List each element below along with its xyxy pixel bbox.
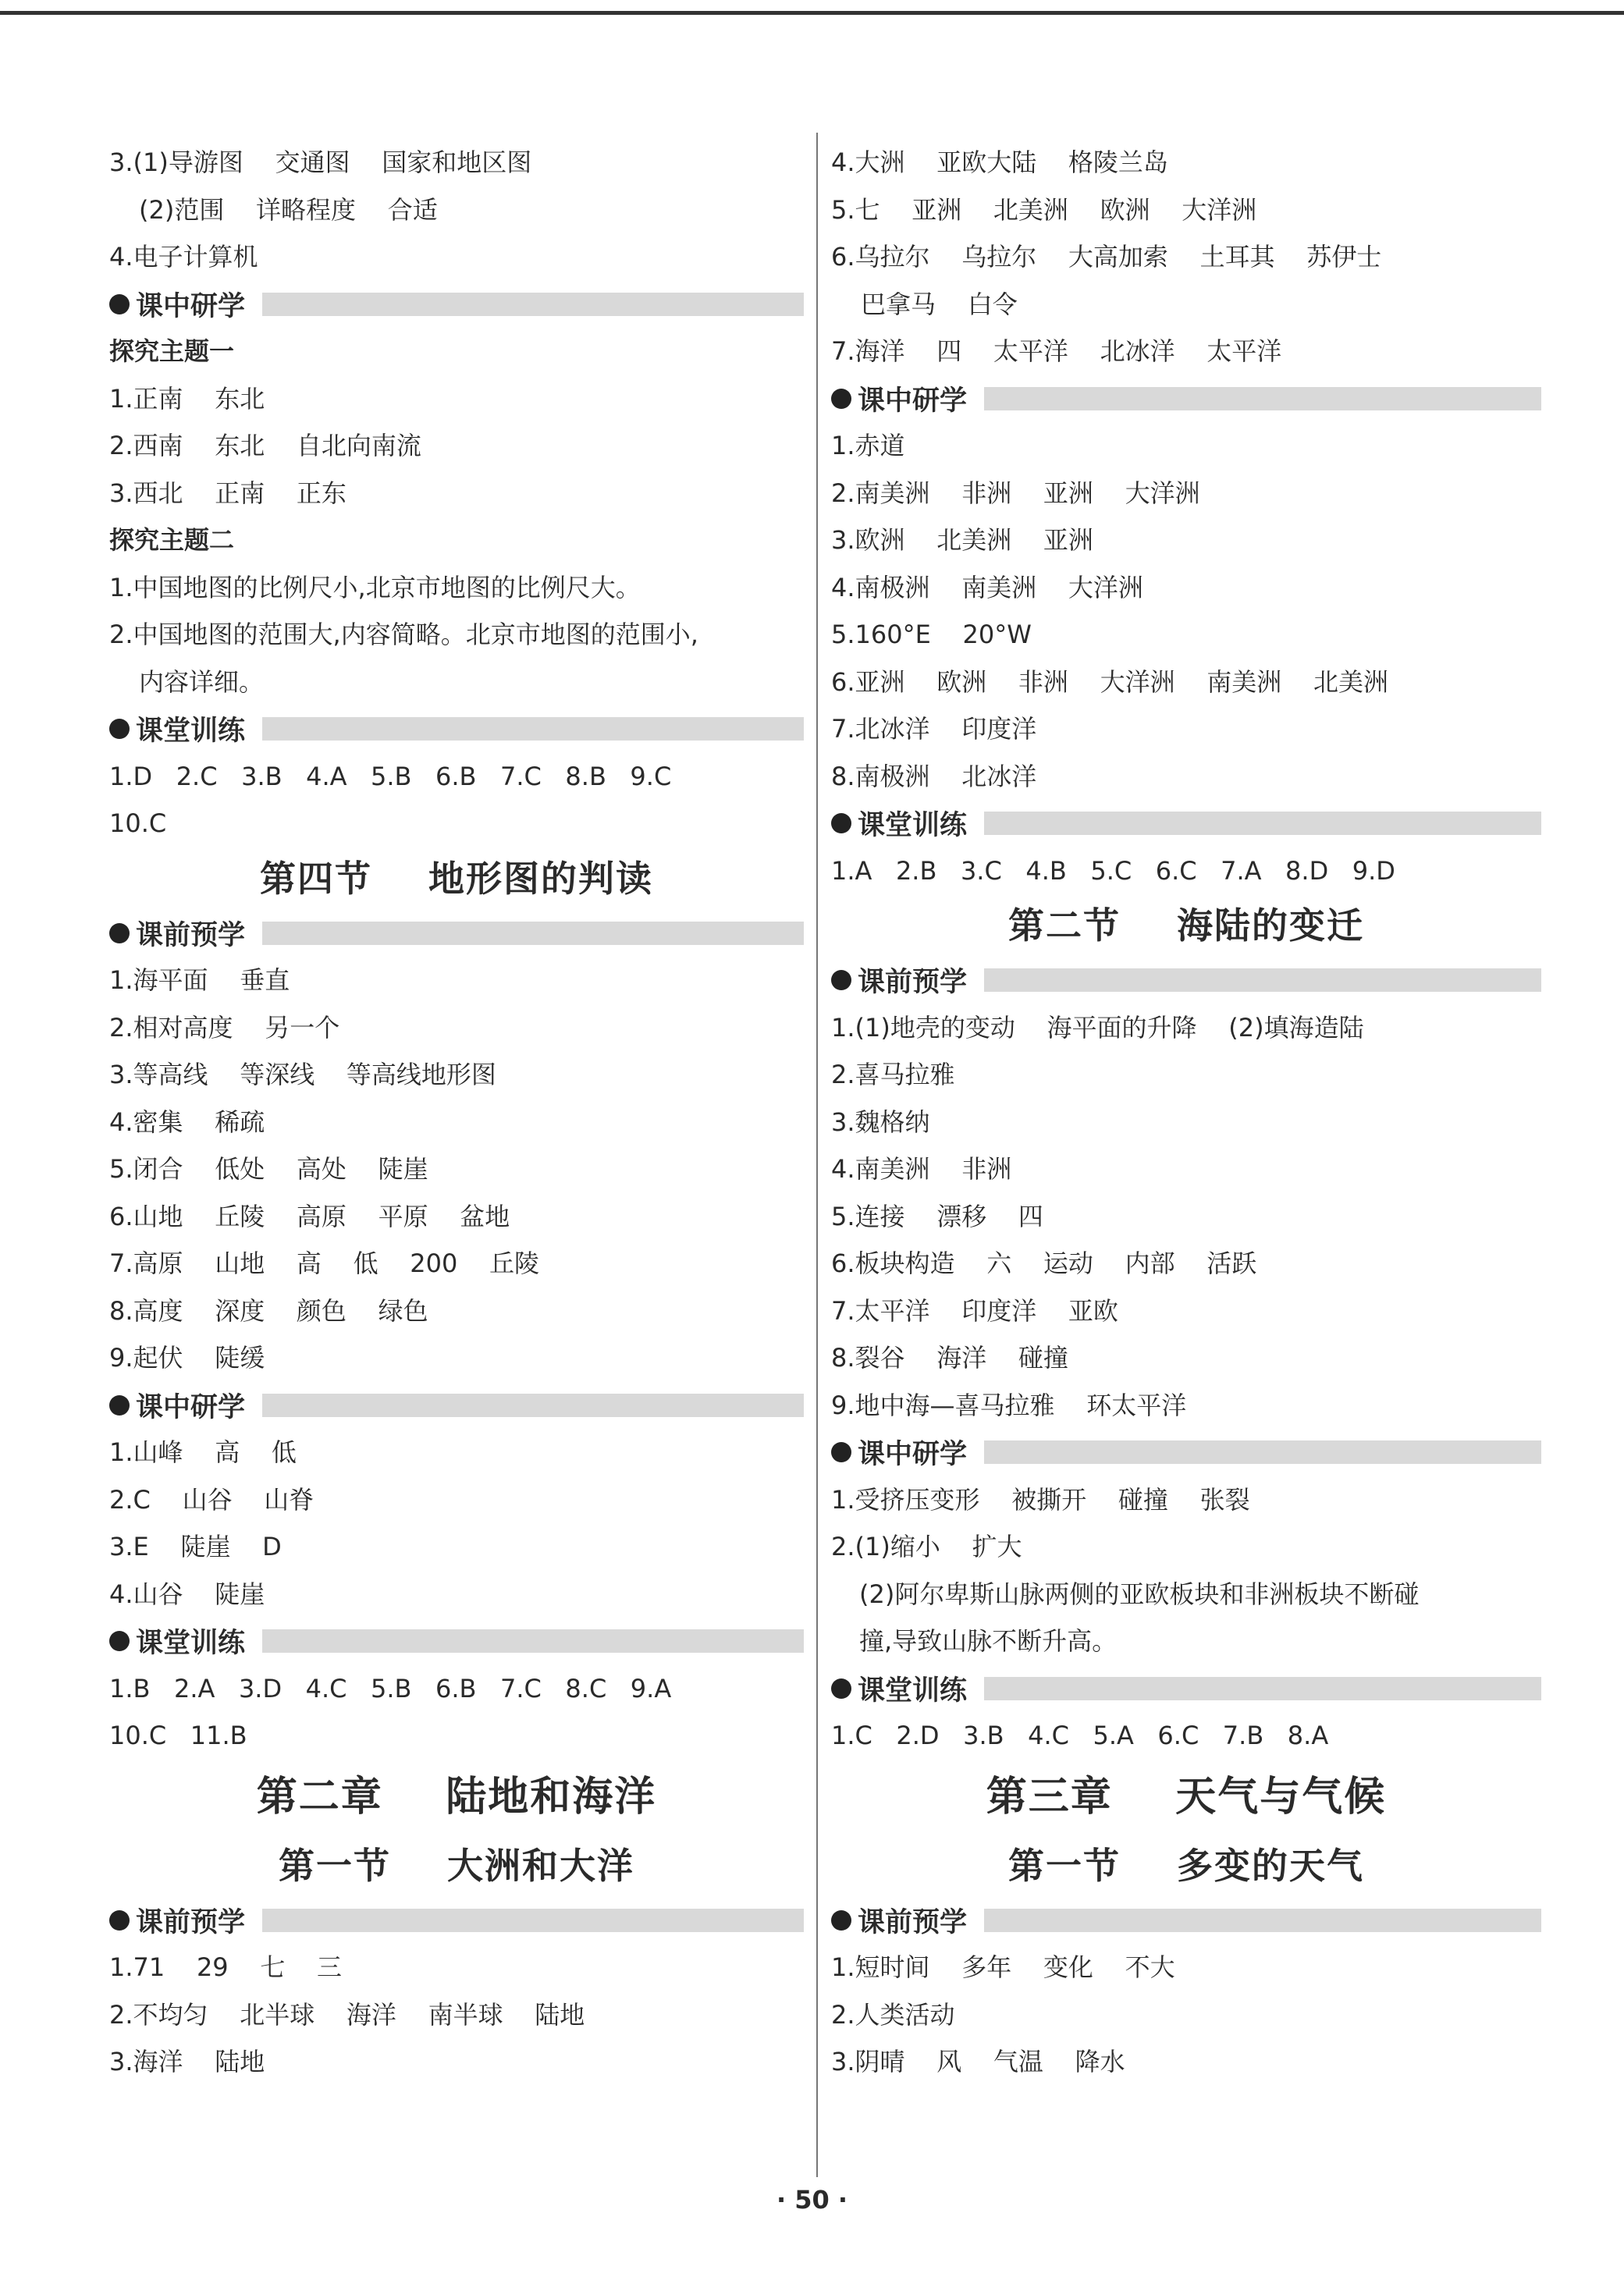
section-header-label: 课中研学 [136, 290, 246, 322]
section-title: 第二节 海陆的变迁 [1007, 904, 1365, 947]
answer-line: 7.太平洋 印度洋 亚欧 [831, 1295, 1118, 1326]
header-gray-bar [262, 1394, 804, 1417]
answer-line: 7.北冰洋 印度洋 [831, 714, 1037, 744]
bullet-dot-icon [831, 1678, 851, 1699]
answer-line: 9.地中海—喜马拉雅 环太平洋 [831, 1390, 1187, 1420]
section-header-label: 课前预学 [858, 967, 968, 999]
section-header [831, 1429, 1541, 1476]
header-gray-bar [262, 717, 804, 741]
answer-line: 10.C 11.B [109, 1721, 247, 1750]
answer-line: 9.起伏 陡缓 [109, 1343, 265, 1373]
answer-line: 2.西南 东北 自北向南流 [109, 431, 421, 460]
section-header-label: 课中研学 [858, 1439, 968, 1471]
section-title: 第一节 多变的天气 [1007, 1844, 1365, 1887]
section-header-label: 课前预学 [858, 1906, 968, 1938]
section-header [831, 1665, 1541, 1713]
answer-line: 1.山峰 高 低 [109, 1437, 297, 1467]
answer-line: 7.高原 山地 高 低 200 丘陵 [109, 1249, 540, 1278]
bullet-dot-icon [831, 1910, 851, 1931]
answer-line: 2.C 山谷 山脊 [109, 1484, 314, 1515]
header-gray-bar [262, 1629, 804, 1653]
chapter-title: 第三章 天气与气候 [986, 1772, 1387, 1821]
answer-line: 4.山谷 陡崖 [109, 1579, 265, 1609]
section-header [109, 1618, 804, 1665]
section-header-label: 课堂训练 [858, 810, 968, 842]
answer-line: 3.E 陡崖 D [109, 1532, 282, 1561]
answer-line: 1.B 2.A 3.D 4.C 5.B 6.B 7.C 8.C 9.A [109, 1673, 672, 1703]
section-header [109, 1897, 804, 1945]
header-gray-bar [984, 1440, 1541, 1464]
answer-line: 3.等高线 等深线 等高线地形图 [109, 1060, 496, 1089]
section-header [109, 1382, 804, 1430]
answer-line: 2.人类活动 [831, 1999, 955, 2030]
answer-line: 8.南极洲 北冰洋 [831, 761, 1037, 791]
answer-line: 3.阴晴 风 气温 降水 [831, 2047, 1125, 2076]
answer-line: 巴拿马 白令 [861, 289, 1018, 319]
answer-line: 8.裂谷 海洋 碰撞 [831, 1343, 1068, 1373]
bullet-dot-icon [109, 1910, 130, 1931]
answer-line: 1.赤道 [831, 431, 905, 460]
answer-line: 2.(1)缩小 扩大 [831, 1532, 1022, 1561]
section-header-label: 课中研学 [136, 1391, 246, 1423]
answer-line: 6.山地 丘陵 高原 平原 盆地 [109, 1201, 510, 1231]
answer-line: 1.C 2.D 3.B 4.C 5.A 6.C 7.B 8.A [831, 1721, 1329, 1750]
header-gray-bar [984, 387, 1541, 410]
bullet-dot-icon [831, 1442, 851, 1462]
header-gray-bar [984, 1909, 1541, 1932]
answer-line: 5.连接 漂移 四 [831, 1201, 1043, 1231]
page-number: · 50 · [776, 2185, 848, 2215]
answer-line: 1.受挤压变形 被撕开 碰撞 张裂 [831, 1484, 1250, 1515]
section-header [109, 910, 804, 957]
section-header [109, 281, 804, 329]
header-gray-bar [262, 293, 804, 316]
section-header-label: 课前预学 [136, 919, 246, 951]
bullet-dot-icon [109, 923, 130, 943]
answer-line: 3.海洋 陆地 [109, 2047, 265, 2076]
section-header [109, 705, 804, 753]
bullet-dot-icon [831, 970, 851, 990]
answer-line: 4.南美洲 非洲 [831, 1154, 1012, 1184]
answer-line: 5.七 亚洲 北美洲 欧洲 大洋洲 [831, 194, 1257, 225]
section-header-label: 课堂训练 [136, 1628, 246, 1660]
answer-line: 1.A 2.B 3.C 4.B 5.C 6.C 7.A 8.D 9.D [831, 855, 1395, 886]
answer-line: 6.乌拉尔 乌拉尔 大高加索 土耳其 苏伊士 [831, 242, 1382, 272]
answer-line: 撞,导致山脉不断升高。 [859, 1626, 1118, 1656]
bullet-dot-icon [109, 719, 130, 739]
answer-line: 1.D 2.C 3.B 4.A 5.B 6.B 7.C 8.B 9.C [109, 761, 672, 791]
bullet-dot-icon [109, 294, 130, 314]
answer-line: 5.160°E 20°W [831, 620, 1032, 649]
answer-line: 1.正南 东北 [109, 383, 265, 414]
answer-line: 6.板块构造 六 运动 内部 活跃 [831, 1249, 1257, 1278]
answer-line: 1.短时间 多年 变化 不大 [831, 1952, 1175, 1982]
answer-line: 1.71 29 七 三 [109, 1952, 343, 1982]
section-title: 第一节 大洲和大洋 [278, 1844, 635, 1887]
answer-line: 3.魏格纳 [831, 1107, 930, 1137]
answer-line: 2.不均匀 北半球 海洋 南半球 陆地 [109, 1999, 585, 2030]
bullet-dot-icon [109, 1631, 130, 1651]
answer-line: 内容详细。 [139, 666, 265, 697]
section-header [831, 957, 1541, 1004]
right-column [831, 139, 1541, 2086]
top-rule [0, 11, 1624, 15]
answer-line: 4.南极洲 南美洲 大洋洲 [831, 572, 1143, 602]
answer-line: (2)范围 详略程度 合适 [139, 194, 438, 225]
section-header-label: 课堂训练 [136, 716, 246, 748]
answer-line: 2.喜马拉雅 [831, 1060, 955, 1089]
answer-line: 1.海平面 垂直 [109, 965, 290, 995]
header-gray-bar [984, 812, 1541, 835]
header-gray-bar [262, 1909, 804, 1932]
answer-line: 3.西北 正南 正东 [109, 478, 346, 508]
answer-line: 2.南美洲 非洲 亚洲 大洋洲 [831, 478, 1200, 508]
answer-line: 3.(1)导游图 交通图 国家和地区图 [109, 147, 532, 177]
topic-heading: 探究主题一 [109, 336, 235, 366]
answer-line: 3.欧洲 北美洲 亚洲 [831, 525, 1093, 555]
header-gray-bar [984, 968, 1541, 992]
section-header-label: 课中研学 [858, 385, 968, 417]
section-header [831, 375, 1541, 423]
answer-line: 1.(1)地壳的变动 海平面的升降 (2)填海造陆 [831, 1012, 1364, 1043]
column-divider [816, 133, 818, 2177]
answer-line: 1.中国地图的比例尺小,北京市地图的比例尺大。 [109, 572, 641, 602]
answer-line: 5.闭合 低处 高处 陡崖 [109, 1154, 428, 1184]
answer-line: 2.相对高度 另一个 [109, 1012, 340, 1043]
section-header-label: 课堂训练 [858, 1675, 968, 1707]
answer-line: 4.密集 稀疏 [109, 1107, 265, 1137]
topic-heading: 探究主题二 [109, 525, 235, 555]
header-gray-bar [984, 1677, 1541, 1700]
chapter-title: 第二章 陆地和海洋 [256, 1772, 657, 1821]
section-title: 第四节 地形图的判读 [259, 857, 654, 900]
answer-line: 4.电子计算机 [109, 242, 258, 272]
bullet-dot-icon [109, 1395, 130, 1416]
section-header [831, 800, 1541, 847]
bullet-dot-icon [831, 813, 851, 833]
section-header [831, 1897, 1541, 1945]
answer-line: 10.C [109, 808, 167, 838]
section-header-label: 课前预学 [136, 1906, 246, 1938]
bullet-dot-icon [831, 389, 851, 409]
answer-line: 2.中国地图的范围大,内容简略。北京市地图的范围小, [109, 620, 698, 649]
header-gray-bar [262, 922, 804, 945]
answer-line: 6.亚洲 欧洲 非洲 大洋洲 南美洲 北美洲 [831, 666, 1388, 697]
answer-line: 7.海洋 四 太平洋 北冰洋 太平洋 [831, 336, 1282, 366]
left-column [109, 139, 804, 2086]
answer-line: (2)阿尔卑斯山脉两侧的亚欧板块和非洲板块不断碰 [859, 1579, 1420, 1609]
answer-line: 8.高度 深度 颜色 绿色 [109, 1295, 428, 1326]
answer-line: 4.大洲 亚欧大陆 格陵兰岛 [831, 147, 1168, 177]
